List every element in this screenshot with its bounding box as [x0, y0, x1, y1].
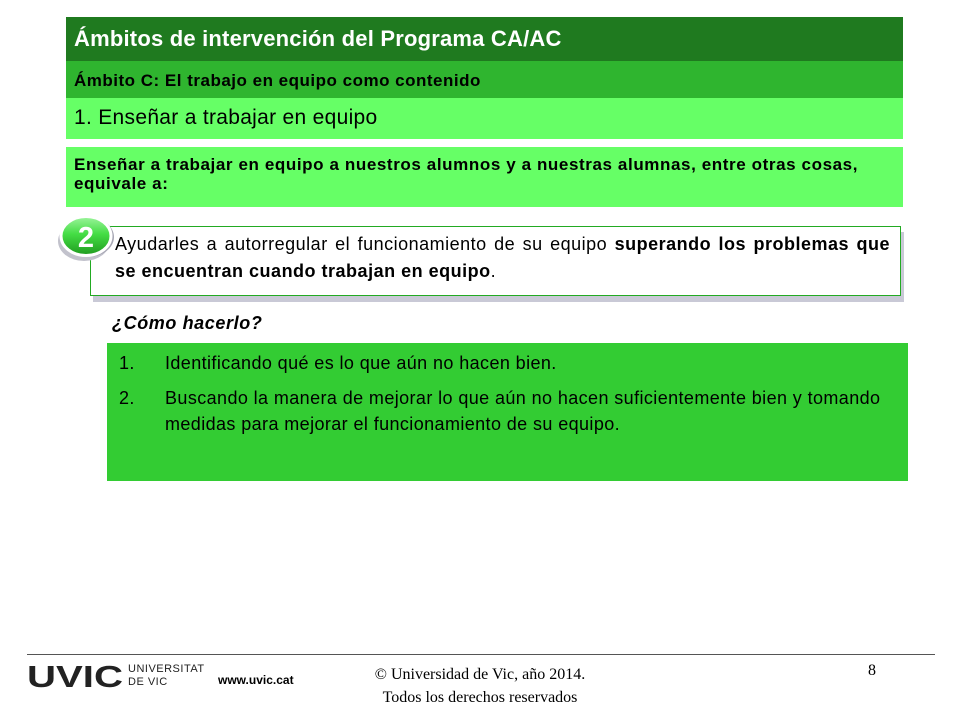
step-number: 1. [119, 353, 135, 373]
point-text-bold: superando los problemas que se encuentran cuando trabajan en equipo [115, 234, 891, 281]
step-number: 2. [119, 388, 135, 408]
point-box [90, 226, 901, 296]
step-text: Buscando la manera de mejorar lo que aún no hacen suficientemente bien y tomando medidas para mejorar el funcionamiento de su equipo. [165, 388, 881, 434]
steps-box [107, 343, 908, 481]
point-text-plain: Ayudarles a autorregular el funcionamiento de su equipo [115, 234, 615, 254]
section-heading: 1. Enseñar a trabajar en equipo [66, 98, 903, 139]
website-link[interactable]: www.uvic.cat [218, 673, 294, 687]
logo-line-1: UNIVERSITAT [128, 663, 205, 675]
how-heading: ¿Cómo hacerlo? [112, 313, 263, 333]
badge-number: 2 [77, 222, 95, 254]
step-text: Identificando qué es lo que aún no hacen bien. [165, 353, 557, 373]
step-item [119, 350, 888, 376]
logo-line-2: DE VIC [128, 676, 168, 688]
page-number: 8 [868, 662, 876, 679]
uvic-logo [27, 660, 207, 690]
copyright-line-2: Todos los derechos reservados [382, 689, 578, 706]
slide-title: Ámbitos de intervención del Programa CA/AC [66, 17, 903, 61]
number-badge-icon [54, 212, 118, 264]
copyright [320, 663, 640, 709]
point-text-end: . [490, 261, 497, 281]
intro-text: Enseñar a trabajar en equipo a nuestros alumnos y a nuestras alumnas, entre otras cosas, equivale a: [66, 147, 903, 207]
step-item [119, 385, 888, 437]
copyright-line-1: © Universidad de Vic, año 2014. [374, 666, 586, 683]
footer-divider [27, 654, 935, 655]
scope-subtitle: Ámbito C: El trabajo en equipo como contenido [66, 61, 903, 98]
logo-mark: UVIC [27, 660, 123, 690]
